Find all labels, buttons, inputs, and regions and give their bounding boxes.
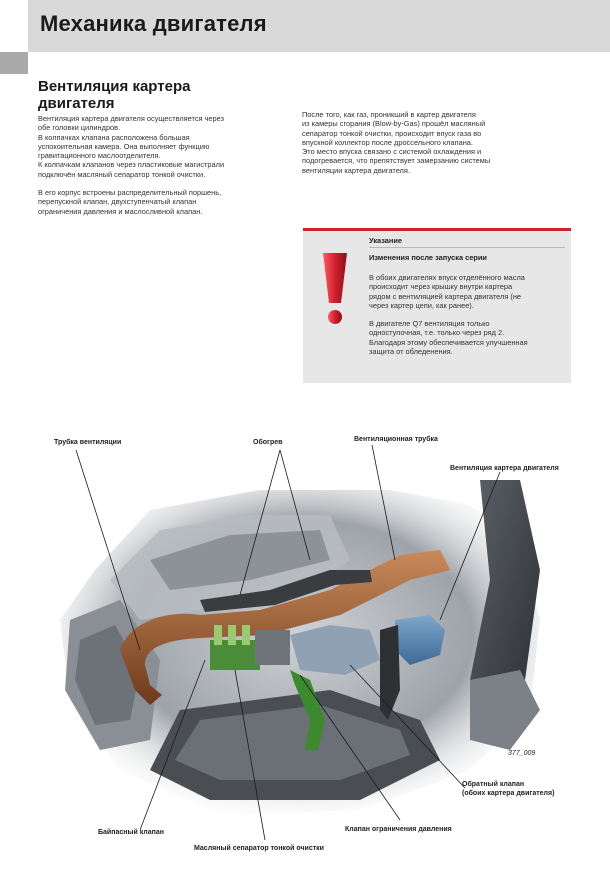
label-heating: Обогрев	[253, 439, 283, 446]
note-paragraph-2: В двигателе Q7 вентиляция только одноступочная, т.е. только через ряд 2. Благодаря этому обеспечивается улучшенная защита от обледенения.	[369, 319, 528, 357]
page-header	[28, 0, 610, 52]
section-tab-marker	[0, 52, 28, 74]
left-text-column	[38, 114, 283, 225]
label-vent-tube: Трубка вентиляции	[54, 439, 122, 446]
label-vent-pipe: Вентиляционная трубка	[354, 436, 438, 443]
right-paragraph-1: После того, как газ, проникший в картер двигателя из камеры сгорания (Blow-by-Gas) прошёл масляный сепаратор тонкой очистки, происходит впуск газа во впускной коллектор после дроссельного клапана. Это место впуска связано с системой охлаждения и подогревается, что препятствует замерзанию системы вентиляции картера двигателя.	[302, 110, 491, 175]
label-bypass-valve: Байпасный клапан	[98, 829, 164, 836]
left-paragraph-2: В его корпус встроены распределительный поршень, перепускной клапан, двухступенчатый клапан ограничения давления и маслосливной клапан.	[38, 188, 222, 216]
page-title: Механика двигателя	[40, 11, 267, 36]
label-check-valve: Обратный клапан (обоих картера двигателя)	[462, 781, 555, 797]
left-paragraph-1: Вентиляция картера двигателя осуществляется через обе головки цилиндров. В колпачках клапана расположена большая успокоительная камера. Она выполняет функцию гравитационного маслоотделителя. К колпачкам клапанов через пластиковые магистрали подключён масляный сепаратор тонкой очистки.	[38, 114, 225, 179]
note-label: Указание	[369, 236, 403, 245]
label-pressure-valve: Клапан ограничения давления	[345, 826, 452, 833]
exclamation-icon	[317, 249, 353, 329]
note-text	[369, 273, 567, 365]
label-crankcase-vent: Вентиляция картера двигателя	[450, 465, 559, 472]
engine-illustration	[0, 420, 610, 879]
note-divider	[369, 247, 565, 248]
right-text-column	[302, 110, 572, 184]
label-fine-separator: Масляный сепаратор тонкой очистки	[194, 845, 324, 852]
figure-code: 377_009	[508, 750, 536, 757]
section-title: Вентиляция картера двигателя	[38, 78, 191, 112]
note-paragraph-1: В обоих двигателях впуск отделённого масла происходит через крышку внутри картера рядом с вентиляцией картера двигателя (не через картер цепи, как ранее).	[369, 273, 525, 310]
engine-drawing	[0, 420, 610, 879]
note-subtitle: Изменения после запуска серии	[369, 253, 487, 262]
note-box	[303, 228, 571, 383]
